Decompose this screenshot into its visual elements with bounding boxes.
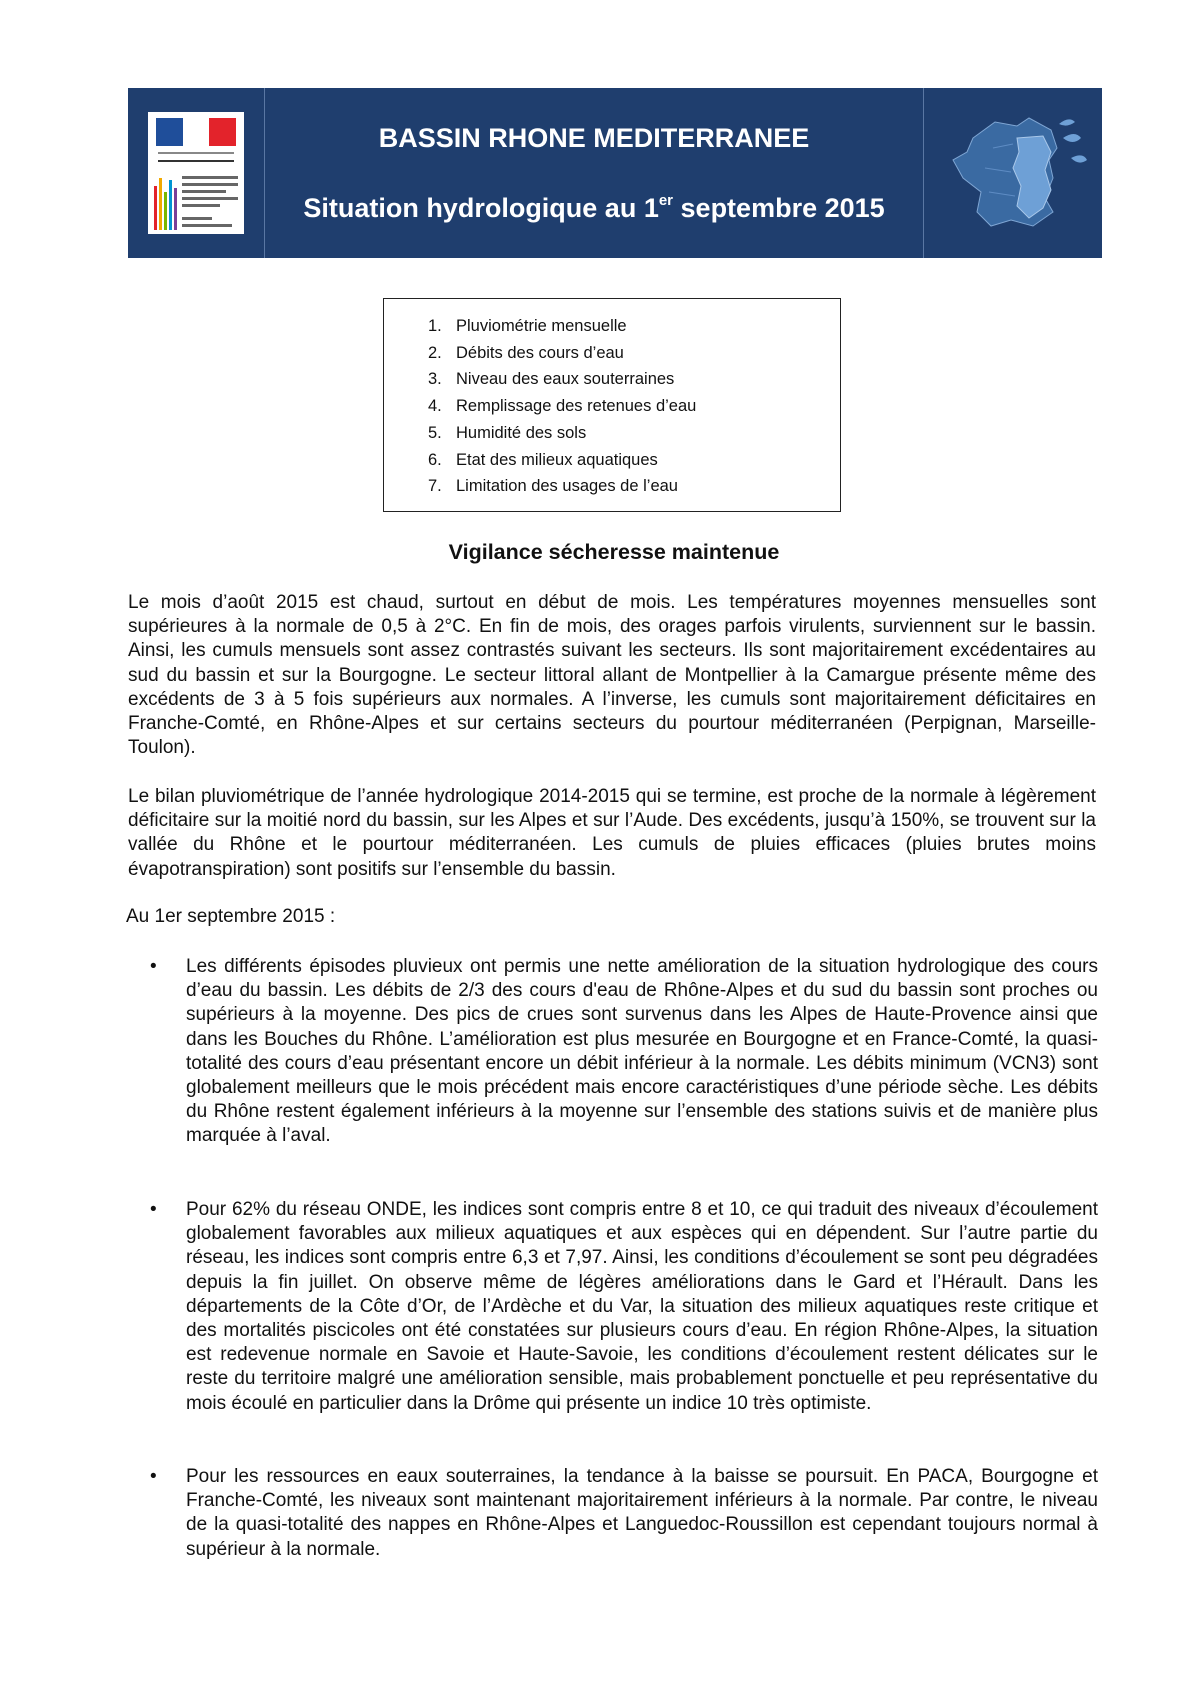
- france-basin-map-icon: [933, 108, 1093, 238]
- map-cell: [924, 88, 1102, 258]
- bullet-icon: •: [150, 956, 157, 977]
- toc-item: 1. Pluviométrie mensuelle: [428, 317, 627, 335]
- toc-item: 5. Humidité des sols: [428, 423, 587, 442]
- subtitle-superscript: er: [658, 191, 674, 209]
- french-flag-icon: [156, 118, 236, 146]
- page-title: BASSIN RHONE MEDITERRANEE: [378, 122, 810, 153]
- bullet-icon: •: [150, 1199, 157, 1220]
- intro-line: Au 1er septembre 2015 :: [126, 906, 336, 927]
- toc-item: 6. Etat des milieux aquatiques: [428, 450, 658, 469]
- subtitle-prefix: Situation hydrologique au 1: [303, 192, 659, 223]
- bullet-text: Pour les ressources en eaux souterraines, la tendance à la baisse se poursuit. En PACA, Bourgogne et Franche-Comté, les niveaux sont maintenant majoritairement inférieurs à la normale. Par contre, le niveau de la quasi-totalité des nappes en Rhône-Alpes et Languedoc-Roussillon est cependant toujours normal à supérieur à la normale.: [186, 1466, 1098, 1560]
- toc-item: 7. Limitation des usages de l’eau: [428, 477, 678, 496]
- toc-item: 2. Débits des cours d’eau: [428, 343, 624, 362]
- paragraph-annual-balance: Le bilan pluviométrique de l’année hydrologique 2014-2015 qui se termine, est proche de la normale à légèrement déficitaire sur la moitié nord du bassin, sur les Alpes et sur l’Aude. Des excédents, jusqu’à 150%, se trouvent sur la vallée du Rhône et le pourtour méditerranéen. Les cumuls de pluies efficaces (pluies brutes moins évapotranspiration) sont positifs sur l’ensemble du bassin.: [128, 786, 1096, 880]
- dreal-stripes-icon: [154, 176, 178, 230]
- bullet-text: Les différents épisodes pluvieux ont permis une nette amélioration de la situation hydrologique des cours d’eau du bassin. Les débits de 2/3 des cours d'eau de Rhône-Alpes et du sud du bassin sont proches ou supérieurs à la moyenne. Des pics de crues sont survenus dans les Alpes de Haute-Provence ainsi que dans les Bouches du Rhône. L’amélioration est plus mesurée en Bourgogne et en France-Comté, la quasi-totalité des cours d’eau présentant encore un débit inférieur à la normale. Les débits minimum (VCN3) sont globalement meilleurs que le mois précédent mais encore caractéristiques d’une période sèche. Les débits du Rhône restent également inférieurs à la moyenne sur l’ensemble des stations suivis et de manière plus marquée à l’aval.: [186, 956, 1098, 1147]
- title-cell: [265, 88, 924, 258]
- page-subtitle: [303, 192, 884, 224]
- bullet-icon: •: [150, 1466, 157, 1487]
- header-banner: [128, 88, 1102, 258]
- republique-francaise-logo: [148, 112, 244, 234]
- bullet-text: Pour 62% du réseau ONDE, les indices sont compris entre 8 et 10, ce qui traduit des niveaux d’écoulement globalement favorables aux milieux aquatiques et aux espèces qui en dépendent. Sur l’autre partie du réseau, les indices sont compris entre 6,3 et 7,97. Ainsi, les conditions d’écoulement se sont peu dégradées depuis la fin juillet. On observe même de légères améliorations dans le Gard et l’Hérault. Dans les départements de la Côte d’Or, de l’Ardèche et du Var, la situation des milieux aquatiques reste critique et des mortalités piscicoles ont été constatées sur plusieurs cours d’eau. En région Rhône-Alpes, la situation est redevenue normale en Savoie et Haute-Savoie, les conditions d’écoulement restent délicates sur le reste du territoire malgré une amélioration sensible, mais probablement ponctuelle et peu représentative du mois écoulé en particulier dans la Drôme qui présente un indice 10 très optimiste.: [186, 1199, 1098, 1414]
- logo-cell: [128, 88, 265, 258]
- toc-item: 3. Niveau des eaux souterraines: [428, 370, 675, 389]
- dreal-text-lines: [182, 176, 238, 231]
- toc-item: 4. Remplissage des retenues d’eau: [428, 397, 697, 416]
- section-heading: Vigilance sécheresse maintenue: [448, 540, 780, 564]
- subtitle-suffix: septembre 2015: [673, 192, 885, 223]
- bullet-item: [150, 955, 1098, 1149]
- table-of-contents: [383, 298, 841, 512]
- bullet-item: [150, 1198, 1098, 1416]
- bullet-item: [150, 1465, 1098, 1562]
- paragraph-monthly-rainfall: Le mois d’août 2015 est chaud, surtout en début de mois. Les températures moyennes mensuelles sont supérieures à la normale de 0,5 à 2°C. En fin de mois, des orages parfois virulents, surviennent sur le bassin. Ainsi, les cumuls mensuels sont assez contrastés suivant les secteurs. Ils sont majoritairement excédentaires au sud du bassin et sur la Bourgogne. Le secteur littoral allant de Montpellier à la Camargue présente même des excédents de 3 à 5 fois supérieurs aux normales. A l’inverse, les cumuls sont majoritairement déficitaires en Franche-Comté, en Rhône-Alpes et sur certains secteurs du pourtour méditerranéen (Perpignan, Marseille-Toulon).: [128, 592, 1096, 759]
